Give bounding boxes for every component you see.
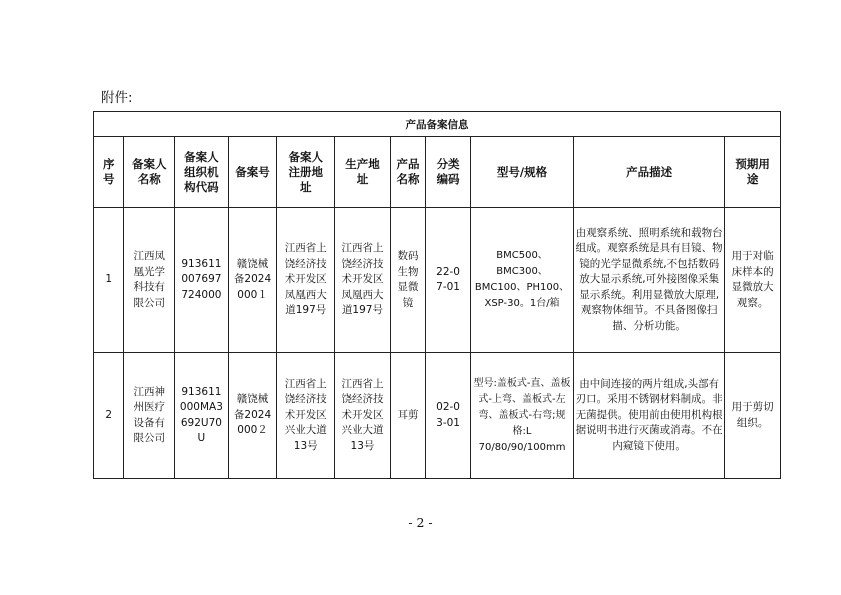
cell-model: BMC500、BMC300、BMC100、PH100、XSP-30。1台/箱: [470, 208, 573, 353]
header-description: 产品描述: [574, 137, 725, 208]
header-applicant: 备案人名称: [124, 137, 175, 208]
cell-use: 用于对临床样本的显微放大观察。: [725, 208, 781, 353]
header-reg-address: 备案人注册地址: [277, 137, 335, 208]
header-product: 产品名称: [390, 137, 425, 208]
cell-class-code: 02-03-01: [426, 353, 471, 479]
table-header-row: [94, 137, 781, 208]
cell-product: 耳剪: [390, 353, 425, 479]
cell-prod-address: 江西省上饶经济技术开发区兴业大道13号: [335, 353, 391, 479]
cell-reg-address: 江西省上饶经济技术开发区兴业大道13号: [277, 353, 335, 479]
cell-prod-address: 江西省上饶经济技术开发区凤凰西大道197号: [335, 208, 391, 353]
cell-use: 用于剪切组织。: [725, 353, 781, 479]
table-row: [94, 208, 781, 353]
page-number: - 2 -: [408, 515, 433, 530]
cell-model: 型号:盖板式-直、盖板式-上弯、盖板式-左弯、盖板式-右弯;规格:L 70/80/90/100mm: [470, 353, 573, 479]
cell-product: 数码生物显微镜: [390, 208, 425, 353]
cell-org-code: 913611007697724000: [175, 208, 229, 353]
header-no: 序号: [94, 137, 124, 208]
cell-no: 1: [94, 208, 124, 353]
cell-description: 由中间连接的两片组成,头部有刃口。采用不锈钢材料制成。非无菌提供。使用前由使用机构根据说明书进行灭菌或消毒。不在内窥镜下使用。: [574, 353, 725, 479]
table-row: [94, 353, 781, 479]
cell-no: 2: [94, 353, 124, 479]
header-model: 型号/规格: [470, 137, 573, 208]
header-record-no: 备案号: [228, 137, 277, 208]
header-use: 预期用途: [725, 137, 781, 208]
cell-applicant: 江西神州医疗设备有限公司: [124, 353, 175, 479]
header-prod-address: 生产地址: [335, 137, 391, 208]
header-org-code: 备案人组织机构代码: [175, 137, 229, 208]
cell-description: 由观察系统、照明系统和载物台组成。观察系统是具有目镜、物镜的光学显微系统,不包括数码放大显示系统,可外接图像采集显示系统。利用显微放大原理,观察物体细节。不具备图像扫描、分析功能。: [574, 208, 725, 353]
header-class-code: 分类编码: [426, 137, 471, 208]
cell-org-code: 913611000MA3692U70U: [175, 353, 229, 479]
cell-reg-address: 江西省上饶经济技术开发区凤凰西大道197号: [277, 208, 335, 353]
cell-class-code: 22-07-01: [426, 208, 471, 353]
cell-applicant: 江西凤凰光学科技有限公司: [124, 208, 175, 353]
cell-record-no: 赣饶械备2024000２: [228, 353, 277, 479]
product-record-table: [93, 111, 781, 479]
attachment-label: 附件:: [101, 90, 133, 106]
cell-record-no: 赣饶械备2024000１: [228, 208, 277, 353]
table-title: 产品备案信息: [94, 112, 781, 137]
